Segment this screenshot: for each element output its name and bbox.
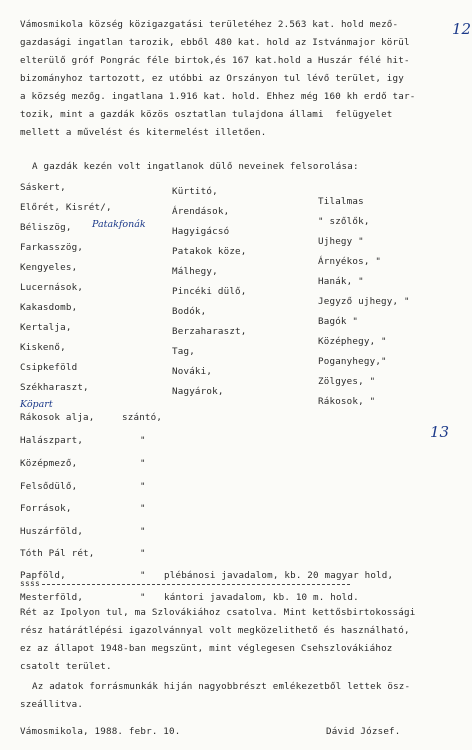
- dulo-name: Előrét, Kisrét/,: [20, 202, 112, 213]
- divider: [42, 584, 350, 585]
- list-heading: A gazdák kezén volt ingatlanok dülő neveinek felsorolása:: [32, 161, 359, 172]
- dulo-name: Béliszög,: [20, 222, 72, 233]
- dulo-name: Kakasdomb,: [20, 302, 78, 313]
- land-use: szántó,: [122, 412, 163, 423]
- dulo-name: Tilalmas: [318, 196, 364, 207]
- dulo-name: Hanák, ": [318, 276, 364, 287]
- ditto-mark: ": [140, 481, 146, 492]
- dulo-name: Huszárföld,: [20, 526, 84, 537]
- dulo-name: Árendások,: [172, 206, 230, 217]
- dulo-name: Források,: [20, 503, 72, 514]
- intro-line: gazdasági ingatlan tarozik, ebből 480 kat. hold az Istvánmajor körül: [20, 37, 410, 48]
- footnote-line: Rét az Ipolyon tul, ma Szlovákiához csatolva. Mint kettősbirtokossági: [20, 607, 416, 618]
- dulo-name: Berzaharaszt,: [172, 326, 247, 337]
- dulo-name: Kiskenő,: [20, 342, 66, 353]
- dulo-name: Ujhegy ": [318, 236, 364, 247]
- dulo-name: Nováki,: [172, 366, 213, 377]
- ditto-mark: ": [140, 526, 146, 537]
- closing-line: szeállitva.: [20, 699, 84, 710]
- dulo-name: Jegyző ujhegy, ": [318, 296, 410, 307]
- footnote-line: ez az állapot 1948-ban megszünt, mint véglegesen Csehszlovákiához: [20, 643, 393, 654]
- ditto-mark: ": [140, 592, 146, 603]
- signature: Dávid József.: [326, 726, 401, 737]
- dulo-name: Sáskert,: [20, 182, 66, 193]
- dulo-name: Rákosok, ": [318, 396, 376, 407]
- dulo-name: Bagók ": [318, 316, 359, 327]
- dulo-name: Patakok köze,: [172, 246, 247, 257]
- footnote-paragraph: [20, 604, 415, 676]
- ditto-mark: ": [140, 548, 146, 559]
- land-note: plébánosi javadalom, kb. 20 magyar hold,: [164, 570, 394, 581]
- intro-line: Vámosmikola község közigazgatási területéhez 2.563 kat. hold mező-: [20, 19, 399, 30]
- dulo-name: Tóth Pál rét,: [20, 548, 95, 559]
- page-number-middle: 13: [430, 423, 450, 441]
- handwritten-note: Patakfonák: [92, 219, 146, 230]
- closing-line: Az adatok forrásmunkák hiján nagyobbrészt emlékezetből lettek ösz-: [32, 681, 411, 692]
- dulo-name: Mesterföld,: [20, 592, 84, 603]
- dulo-name: Zölgyes, ": [318, 376, 376, 387]
- dulo-name: Árnyékos, ": [318, 256, 382, 267]
- dulo-name: Pincéki dülő,: [172, 286, 247, 297]
- dulo-name: Csipkeföld: [20, 362, 78, 373]
- dulo-name: " szőlők,: [318, 216, 370, 227]
- ditto-mark: ": [140, 503, 146, 514]
- dulo-name: Középmező,: [20, 458, 78, 469]
- dulo-name: Nagyárok,: [172, 386, 224, 397]
- ditto-mark: ": [140, 458, 146, 469]
- dulo-name: Málhegy,: [172, 266, 218, 277]
- land-note: kántori javadalom, kb. 10 m. hold.: [164, 592, 359, 603]
- intro-line: tozik, mint a gazdák közös osztatlan tulajdona állami felügyelet: [20, 109, 393, 120]
- intro-paragraph: [20, 16, 415, 142]
- rule-mark: ssss: [20, 579, 41, 588]
- dulo-name: Tag,: [172, 346, 195, 357]
- dulo-name: Kertalja,: [20, 322, 72, 333]
- dulo-name: Farkasszög,: [20, 242, 84, 253]
- dulo-name: Hagyigácsó: [172, 226, 230, 237]
- dulo-name: Papföld,: [20, 570, 66, 581]
- footnote-line: rész határátlépési igazolvánnyal volt megközelithető és használható,: [20, 625, 410, 636]
- intro-line: bizományhoz tartozott, ez utóbbi az Orszányon tul lévő terület, igy: [20, 73, 404, 84]
- dulo-name: Halászpart,: [20, 435, 84, 446]
- ditto-mark: ": [140, 435, 146, 446]
- dulo-name: Poganyhegy,": [318, 356, 387, 367]
- intro-line: elterülő gróf Pongrác féle birtok,és 167 kat.hold a Huszár félé hit-: [20, 55, 410, 66]
- dulo-name: Kengyeles,: [20, 262, 78, 273]
- place-date: Vámosmikola, 1988. febr. 10.: [20, 726, 181, 737]
- intro-line: mellett a művelést és kitermelést illetően.: [20, 127, 267, 138]
- dulo-name: Székharaszt,: [20, 382, 89, 393]
- intro-line: a község mezőg. ingatlana 1.916 kat. hold. Ehhez még 160 kh erdő tar-: [20, 91, 416, 102]
- dulo-name: Felsődülő,: [20, 481, 78, 492]
- handwritten-note: Köpart: [20, 399, 53, 410]
- page-number-top: 12: [452, 20, 472, 38]
- dulo-name: Bodók,: [172, 306, 207, 317]
- dulo-name: Rákosok alja,: [20, 412, 95, 423]
- footnote-line: csatolt terület.: [20, 661, 112, 672]
- dulo-name: Kürtitó,: [172, 186, 218, 197]
- dulo-name: Lucernások,: [20, 282, 84, 293]
- dulo-name: Középhegy, ": [318, 336, 387, 347]
- ditto-mark: ": [140, 570, 146, 581]
